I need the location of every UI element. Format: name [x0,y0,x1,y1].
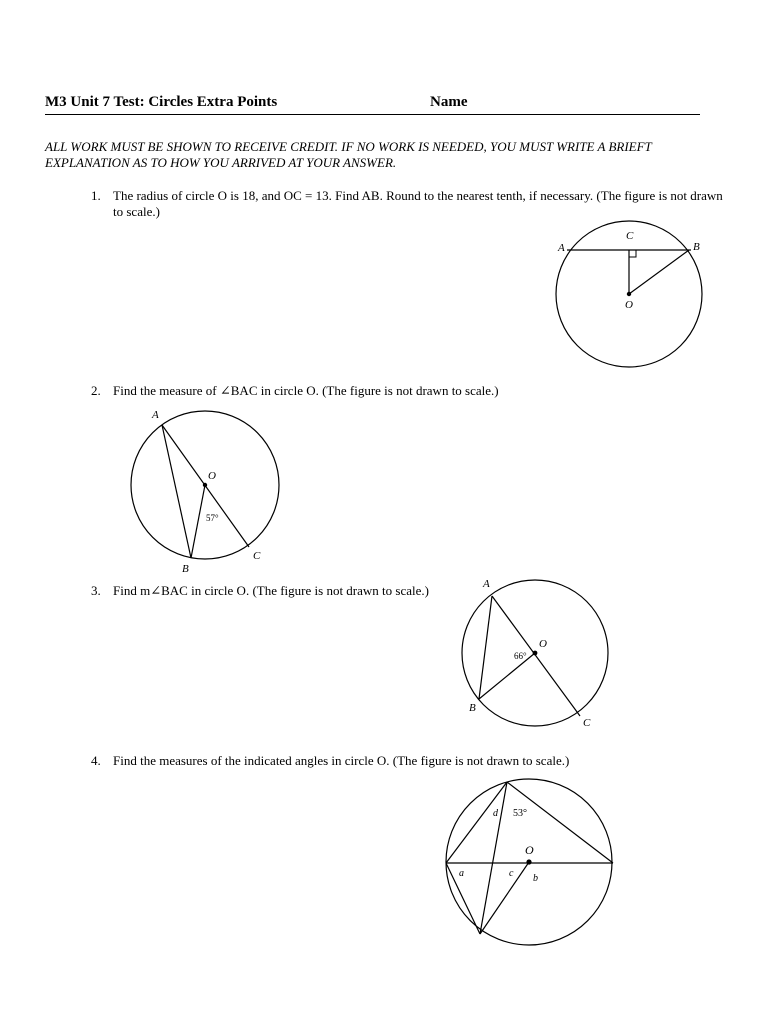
label-a: a [459,868,464,879]
question-text: Find the measure of ∠BAC in circle O. (The figure is not drawn to scale.) [113,383,499,398]
chord-top-bottom [480,782,507,934]
label-c: C [253,550,261,562]
label-b: b [533,873,538,884]
center-point [526,859,531,864]
question-number: 1. [91,188,101,203]
label-b: B [693,241,700,253]
chord-top-right [507,782,613,863]
label-d: d [493,808,498,819]
question-number: 3. [91,583,101,598]
name-label: Name [430,94,468,110]
label-c: c [509,868,514,879]
angle-label: 66° [514,651,527,661]
instructions: ALL WORK MUST BE SHOWN TO RECEIVE CREDIT. IF NO WORK IS NEEDED, YOU MUST WRITE A BRIEFT EXPLANATION AS TO HOW YOU ARRIVED AT YOUR ANSWER. [45,139,652,170]
angle-label: 57° [206,513,219,523]
chord-top-left [446,782,507,863]
question-number: 4. [91,753,101,768]
label-c: C [583,717,591,729]
label-a: A [152,409,159,421]
question-text: Find the measures of the indicated angles in circle O. (The figure is not drawn to scale.) [113,753,570,768]
radius-bottom [480,862,529,934]
angle-label: 53° [513,808,527,819]
label-b: B [469,702,476,714]
label-o: O [525,843,534,857]
label-a: A [483,578,490,590]
label-o: O [208,470,216,482]
label-o: O [625,299,633,311]
label-c: C [626,230,634,242]
label-a: A [558,242,565,254]
question-text: The radius of circle O is 18, and OC = 13. Find AB. Round to the nearest tenth, if necessary. (The figure is not drawn to scale.) [113,188,723,219]
question-number: 2. [91,383,101,398]
label-b: B [182,563,189,575]
test-title: M3 Unit 7 Test: Circles Extra Points [45,94,278,110]
question-text: Find m∠BAC in circle O. (The figure is not drawn to scale.) [113,583,429,598]
label-o: O [539,638,547,650]
